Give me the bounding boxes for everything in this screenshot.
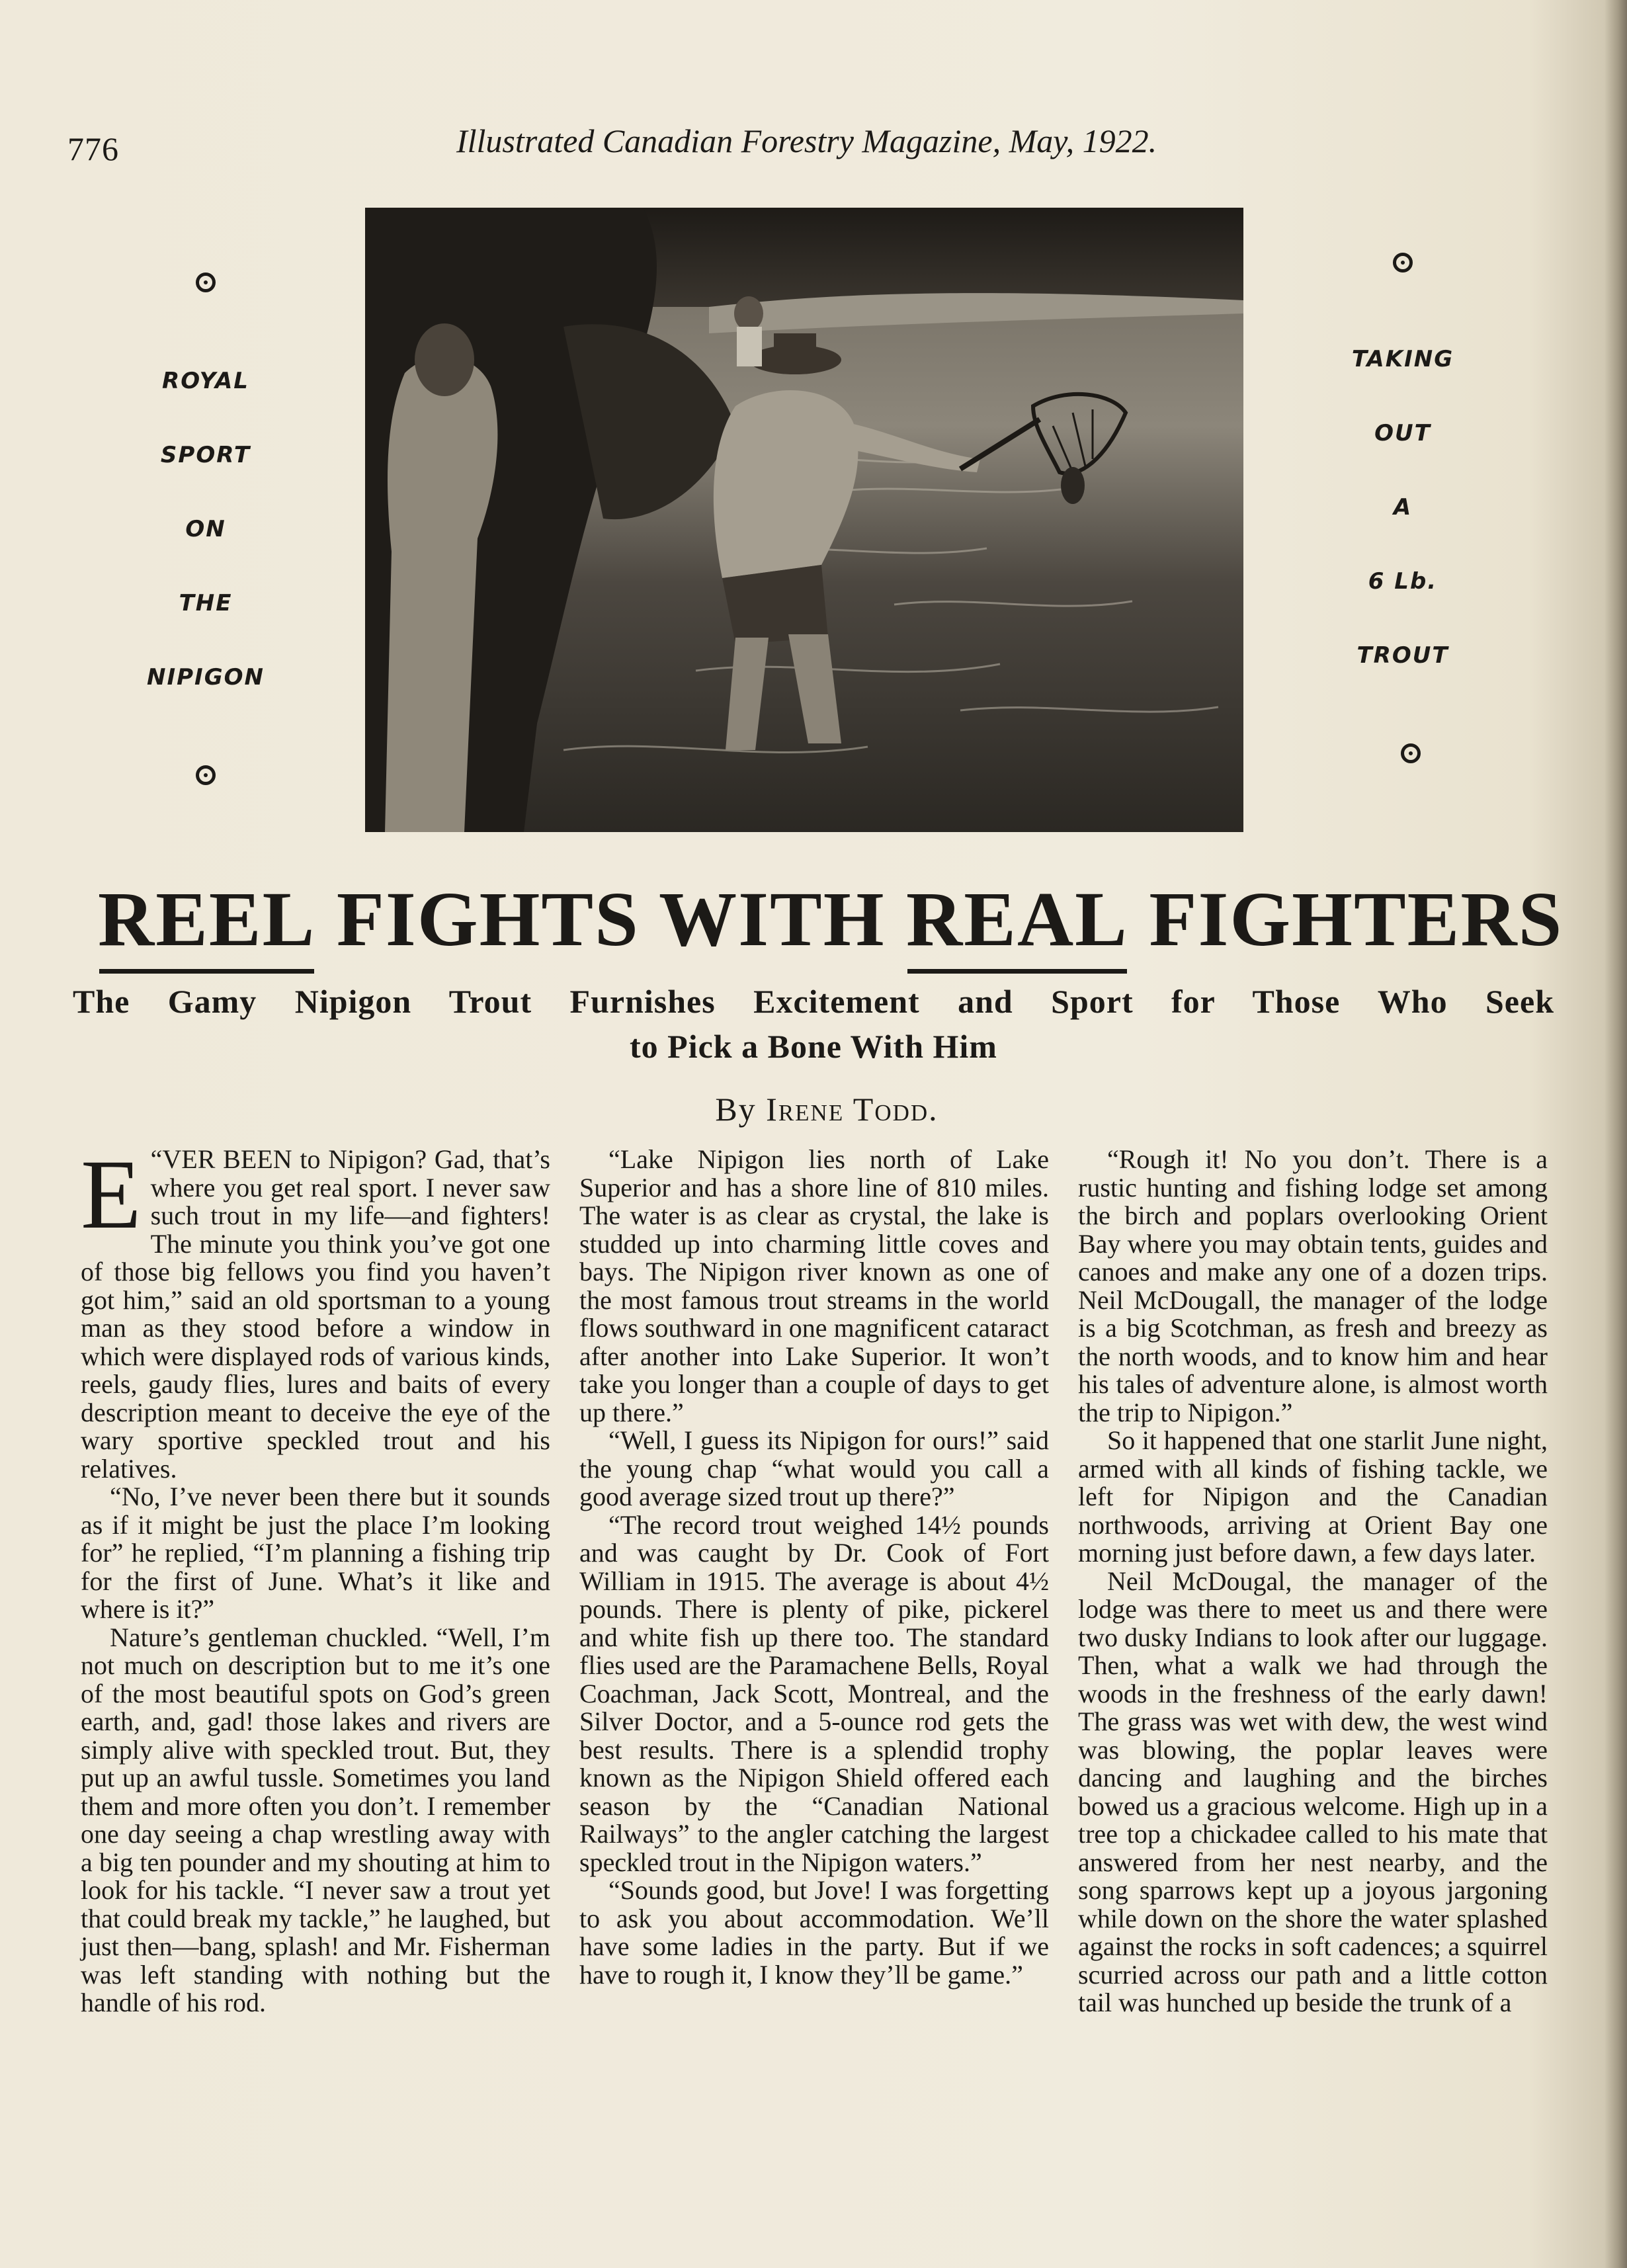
paragraph: So it happened that one starlit June night, armed with all kinds of fishing tackle, we left for Nipigon and the Canadian northwoods, arriving at Orient Bay one morning just before dawn, a few days later. [1078, 1425, 1548, 1568]
paragraph: “No, I’ve never been there but it sounds as if it might be just the place I’m looking for” he replied, “I’m planning a fishing trip for the first of June. What’s it like and where is it?” [81, 1482, 550, 1624]
paragraph: Neil McDougal, the manager of the lodge was there to meet us and there were two dusky Indians to look after our luggage. Then, what a walk we had through the woods in the freshness of the early dawn! The grass was wet with dew, the west wind was blowing, the poplar leaves were dancing and laughing and the birches bowed us a gracious welcome. High up in a tree top a chickadee called to his mate that answered from her nest nearby, and the song sparrows kept up a joyous jargoning while down on the shore the water splashed against the rocks in soft cadences; a squirrel scurried across our path and a little cotton tail was hunched up beside the trunk of a [1078, 1566, 1548, 2017]
caption-line: NIPIGON [147, 664, 265, 691]
caption-line: THE [179, 590, 233, 616]
caption-line: A [1393, 494, 1413, 521]
paragraph: “Rough it! No you don’t. There is a rustic hunting and fishing lodge set among the birch and poplars overlooking Orient Bay where you may obtain tents, guides and canoes and make any one of a dozen trips. Neil McDougall, the manager of the lodge is a big Scotchman, as fresh and breezy as the north woods, and to know him and hear his tales of adventure alone, is almost worth the trip to Nipigon.” [1078, 1144, 1548, 1427]
page-number: 776 [67, 130, 119, 167]
paragraph: “The record trout weighed 14½ pounds and was caught by Dr. Cook of Fort William in 1915. The average is about 4½ pounds. There is plenty of pike, pickerel and white fish up there too. The standard flies used are the Paramachene Bells, Royal Coachman, Jack Scott, Montreal, and the Silver Doctor, and a 5-ounce rod gets the best results. There is a splendid trophy known as the Nipigon Shield offered each season by the “Canadian National Railways” to the angler catching the largest speckled trout in the Nipigon waters.” [579, 1509, 1049, 1877]
fisherman-photo-illustration [365, 208, 1243, 832]
caption-line: ON [185, 516, 226, 542]
paragraph-text: VER BEEN to Nipigon? Gad, that’s where you get real sport. I never saw such trout in my life—and fighters! The minute you think you’ve got one of those big fellows you find you haven’t got him,” said an old sportsman to a young man as they stood before a window in which were displayed rods of various kinds, reels, gaudy flies, lures and baits of every description meant to deceive the eye of the wary sportive speckled trout and his relatives. [81, 1144, 550, 1484]
caption-line: OUT [1374, 420, 1431, 446]
author-name: Irene Todd. [766, 1091, 939, 1128]
headline-word-real: REAL [906, 874, 1128, 964]
paragraph [81, 1140, 550, 1484]
paragraph: Nature’s gentleman chuckled. “Well, I’m not much on description but to me it’s one of the most beautiful spots on God’s green earth, and, gad! those lakes and rivers are simply alive with speckled trout. But, they put up an awful tussle. Sometimes you land them and more often you don’t. I remember one day seeing a chap wrestling away with a big ten pounder and my shouting at him to look for his tackle. “I never saw a trout yet that could break my tackle,” he laughed, but just then—bang, splash! and Mr. Fisherman was left standing with nothing but the handle of his rod. [81, 1622, 550, 2017]
article-deck [73, 979, 1554, 1069]
headline-word-fighters: FIGHTERS [1149, 876, 1564, 962]
article-column-3 [1078, 1146, 1548, 2017]
ornament-icon [196, 765, 216, 785]
article-headline [98, 874, 1564, 964]
headline-middle: FIGHTS WITH [336, 876, 886, 962]
paragraph: “Well, I guess its Nipigon for ours!” said the young chap “what would you call a good average sized trout up there?” [579, 1425, 1049, 1511]
caption-line: TAKING [1351, 346, 1454, 372]
article-column-1 [81, 1140, 550, 2017]
caption-line: ROYAL [162, 368, 249, 394]
ornament-icon [1393, 253, 1413, 273]
ornament-icon [1401, 743, 1421, 763]
caption-line: SPORT [160, 442, 251, 468]
article-column-2 [579, 1146, 1049, 1989]
left-photo-caption [130, 344, 282, 714]
binding-shadow [1605, 0, 1627, 2268]
ornament-icon [196, 273, 216, 292]
running-head: Illustrated Canadian Forestry Magazine, May, 1922. [456, 122, 1157, 159]
headline-word-reel: REEL [98, 874, 315, 964]
caption-line: TROUT [1356, 642, 1449, 669]
byline-prefix: By [715, 1091, 757, 1128]
paragraph: “Lake Nipigon lies north of Lake Superior and has a shore line of 810 miles. The water is as clear as crystal, the lake is studded up into charming little coves and bays. The Nipigon river known as one of the most famous trout streams in the world flows southward in one magnificent cataract after another into Lake Superior. It won’t take you longer than a couple of days to get up there.” [579, 1144, 1049, 1427]
caption-line: 6 Lb. [1368, 568, 1438, 595]
deck-line-1: The Gamy Nipigon Trout Furnishes Excitement and Sport for Those Who Seek [73, 983, 1554, 1020]
paragraph: “Sounds good, but Jove! I was forgetting to ask you about accommodation. We’ll have some ladies in the party. But if we have to rough it, I know they’ll be game.” [579, 1875, 1049, 1990]
right-photo-caption [1327, 322, 1479, 693]
byline [595, 1090, 1058, 1128]
opening-quote: “ [150, 1144, 163, 1174]
deck-line-2: to Pick a Bone With Him [630, 1028, 997, 1065]
drop-cap: E [81, 1140, 142, 1249]
article-photo [365, 208, 1243, 832]
